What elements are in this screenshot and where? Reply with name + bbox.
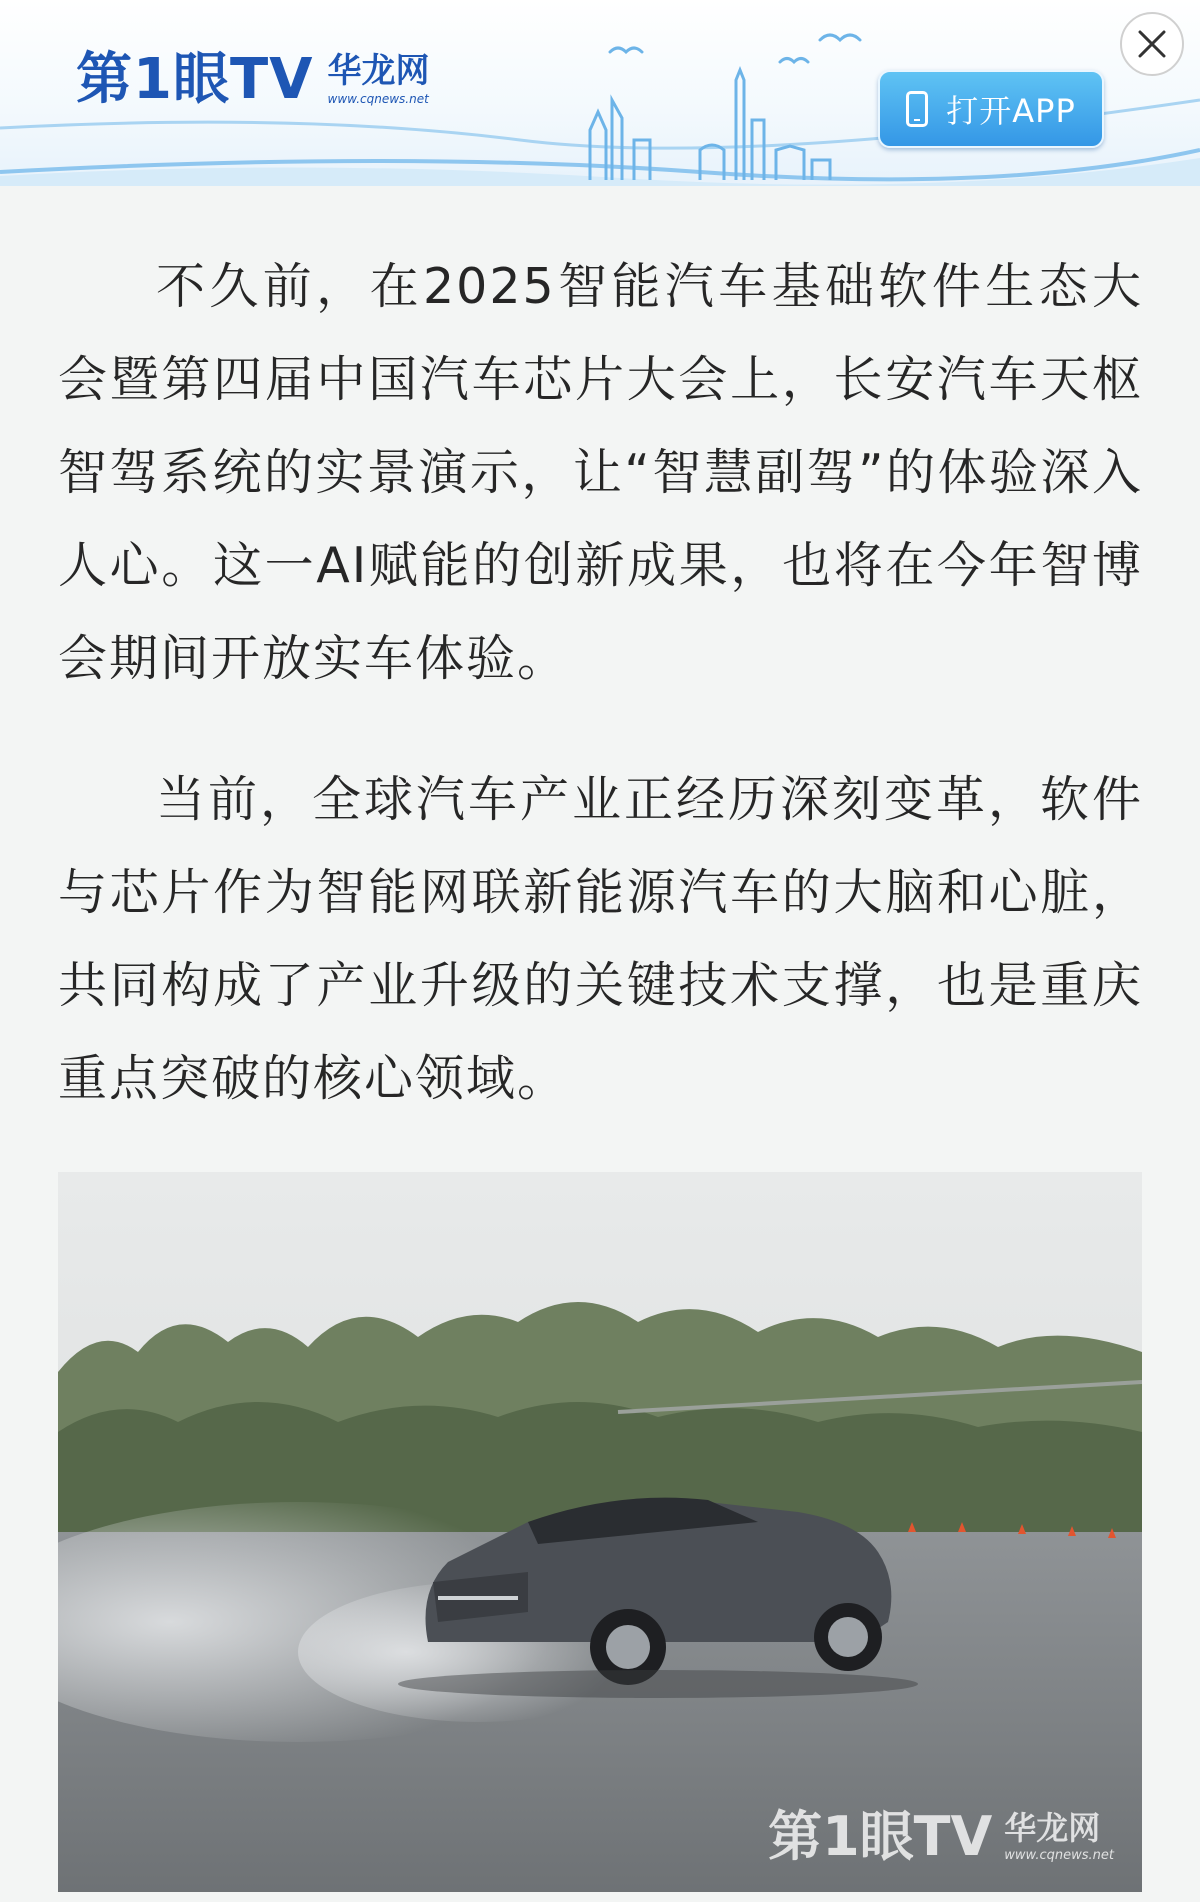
article-photo [58, 1172, 1142, 1892]
logo-site-name: 华龙网 [327, 51, 430, 91]
watermark-sub [1004, 1808, 1114, 1863]
site-logo [76, 47, 430, 112]
phone-icon [906, 91, 928, 127]
article-body [58, 240, 1143, 1125]
close-icon [1136, 28, 1168, 60]
photo-watermark [768, 1805, 1114, 1868]
logo-sub [327, 51, 430, 106]
open-app-label: 打开APP [946, 92, 1076, 130]
top-banner [0, 0, 1200, 186]
car-drift-photo [58, 1172, 1142, 1892]
close-button[interactable] [1120, 12, 1184, 76]
open-app-button[interactable] [878, 70, 1104, 148]
logo-url: www.cqnews.net [327, 92, 429, 106]
article-paragraph: 当前，全球汽车产业正经历深刻变革，软件与芯片作为智能网联新能源汽车的大脑和心脏，共同构成了产业升级的关键技术支撑，也是重庆重点突破的核心领域。 [58, 771, 1143, 1107]
watermark-site-name: 华龙网 [1004, 1808, 1101, 1847]
logo-wordmark: 第1眼TV [76, 47, 314, 112]
watermark-url: www.cqnews.net [1004, 1847, 1114, 1863]
article-paragraph: 不久前，在2025智能汽车基础软件生态大会暨第四届中国汽车芯片大会上，长安汽车天枢智驾系统的实景演示，让“智慧副驾”的体验深入人心。这一AI赋能的创新成果，也将在今年智博会期间开放实车体验。 [58, 258, 1143, 687]
watermark-wordmark: 第1眼TV [768, 1805, 993, 1868]
